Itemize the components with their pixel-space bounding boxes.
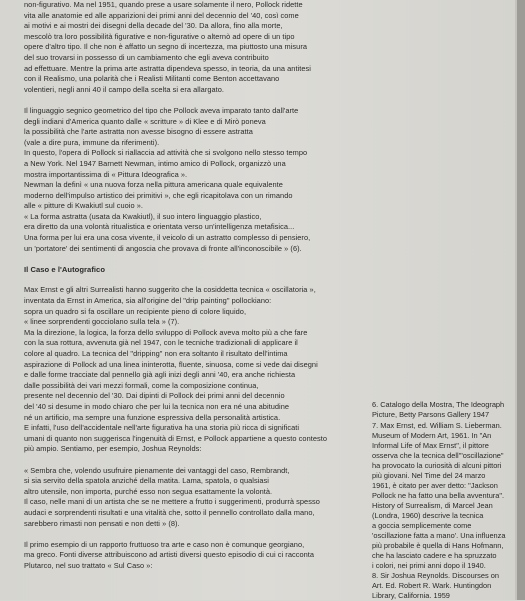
paragraph-abstract-figurative xyxy=(24,0,368,95)
text-line: In questo, l'opera di Pollock si riallaccia ad attività che si svolgono nello stesso tempo xyxy=(24,148,308,158)
reynolds-quote xyxy=(24,466,368,530)
text-line: i colori, nei primi anni dopo il 1940. xyxy=(372,561,486,570)
text-line: e dalle forme tracciate dal pennello già agli inizi degli anni '40, era anche richiesta xyxy=(24,370,296,380)
text-line: aspirazione di Pollock ad una linea ininterotta, fluente, sinuosa, come si vede dai disegni xyxy=(24,359,318,369)
section-heading: Il Caso e l'Autografico xyxy=(24,264,106,274)
text-line: (vale a dire pura, immune da riferimenti). xyxy=(24,137,160,147)
text-line: Una forma per lui era una cosa vivente, il veicolo di un astratto complesso di pensiero, xyxy=(24,233,311,243)
footnotes-column xyxy=(372,400,518,601)
text-line: « La forma astratta (usata da Kwakiutl), il suo intero linguaggio plastico, xyxy=(24,211,262,221)
text-line: audaci e sorprendenti risultati e una vitalità che, sotto il pennello controllato dalla mano, xyxy=(24,507,315,517)
text-line: alle « pitture di Kwakiutl sul cuoio ». xyxy=(24,201,144,211)
text-line: Library, California. 1959 xyxy=(372,591,450,600)
text-line: Plutarco, nel suo trattato « Sul Caso »: xyxy=(24,560,153,570)
text-line: né un artificio, ma sempre una funzione espressiva della personalità artistica. xyxy=(24,412,281,422)
text-line: Il primo esempio di un rapporto fruttuoso tra arte e caso non è comunque georgiano, xyxy=(24,539,305,549)
text-line: Newman la definì « una nuova forza nella pittura americana quale equivalente xyxy=(24,180,283,190)
text-line: E infatti, l'uso dell'accidentale nell'arte figurativa ha una storia più ricca di significati xyxy=(24,423,300,433)
footnote-7 xyxy=(372,421,518,571)
text-line: Il caso, nelle mani di un artista che se ne mettere a frutto i suggerimenti, produrrà spesso xyxy=(24,497,320,507)
text-line: più giovani. Nel Time del 24 marzo xyxy=(372,471,486,480)
text-line: un 'portatore' dei sentimenti di angoscia che provava di fronte all'inconoscibile » (6). xyxy=(24,243,302,253)
main-text-column xyxy=(24,0,368,571)
text-line: degli indiani d'America quanto dalle « scritture » di Klee e di Mirò poneva xyxy=(24,116,266,126)
text-line: 'oscillazione fatta a mano'. Una influenza xyxy=(372,531,506,540)
text-line: ai motivi e ai mostri dei disegni della decade del '30. Da allora, fino alla morte, xyxy=(24,21,283,31)
text-line: « linee sorprendenti gocciolano sulla tela » (7). xyxy=(24,317,180,327)
text-line: volentieri, negli anni 40 il campo della scelta si era allargato. xyxy=(24,84,225,94)
text-line: umani di quanto non suggerisca l'ingenuità di Ernst, e Pollock appartiene a questo contesto xyxy=(24,433,328,443)
text-line: 8. Sir Joshua Reynolds. Discourses on xyxy=(372,571,499,580)
text-line: moderno dell'impulso artistico dei primitivi », che egli ricapitolava con un rimando xyxy=(24,190,293,200)
text-line: più ampio. Sentiamo, per esempio, Joshua Reynolds: xyxy=(24,444,202,454)
text-line: più probabile è quella di Hans Hofmann, xyxy=(372,541,504,550)
text-line: osserva che la tecnica dell'"oscillazione" xyxy=(372,451,504,460)
text-line: la possibilità che l'arte astratta non avesse bisogno di essere astratta xyxy=(24,127,253,137)
paragraph-drip-technique xyxy=(24,285,368,455)
text-line: Ma la direzione, la logica, la forza dello sviluppo di Pollock aveva molto più a che fare xyxy=(24,327,308,337)
text-line: che ha lasciato cadere e ha spruzzato xyxy=(372,551,497,560)
footnote-6 xyxy=(372,400,518,420)
text-line: con il Realismo, una polarità che i Realisti Militanti come Benton accettavano xyxy=(24,74,280,84)
text-line: opere d'altro tipo. Il che non è affatto un segno di incertezza, ma piuttosto una misura xyxy=(24,42,307,52)
text-line: 1961, è citato per aver detto: "Jackson xyxy=(372,481,498,490)
text-line: dalle possibilità dei vari mezzi formali, come la composizione continua, xyxy=(24,380,259,390)
text-line: ad effettuare. Mentre la prima arte astratta dipendeva spesso, in teoria, da una antitesi xyxy=(24,63,311,73)
text-line: con la sua rottura, avvenuta già nel 1947, con le tecniche tradizionali di applicare il xyxy=(24,338,298,348)
text-line: del suo trovarsi in possesso di un cambiamento che egli aveva contribuito xyxy=(24,52,269,62)
text-line: Museum of Modern Art, 1961. In "An xyxy=(372,431,492,440)
text-line: altro utensile, non importa, purché esso non segua esattamente la volontà. xyxy=(24,486,273,496)
text-line: 7. Max Ernst, ed. William S. Lieberman. xyxy=(372,421,502,430)
text-line: Pollock ne ha fatto una bella avventura". xyxy=(372,491,505,500)
text-line: mostra importantissima di « Pittura Ideografica ». xyxy=(24,169,188,179)
text-line: mescolò tra loro possibilità figurative e non-figurative o alternò ad opere di un tipo xyxy=(24,31,295,41)
page-edge-shadow xyxy=(517,0,525,600)
text-line: (Londra, 1960) descrive la tecnica xyxy=(372,511,484,520)
text-line: Informal Life of Max Ernst", il pittore xyxy=(372,441,489,450)
text-line: colore al quadro. La tecnica del "dripping" non era soltanto il risultato dell'intima xyxy=(24,349,288,358)
text-line: Picture, Betty Parsons Gallery 1947 xyxy=(372,410,490,419)
text-line: non-figurativo. Ma nel 1951, quando prese a usare solamente il nero, Pollock ridette xyxy=(24,0,303,9)
text-line: inventata da Ernst in America, sia all'origine del "drip painting" pollockiano: xyxy=(24,296,272,306)
text-line: del '40 si desume in modo chiaro che per lui la tecnica non era né una abitudine xyxy=(24,401,290,411)
text-line: era diretto da una volontà ritualistica e orientata verso un'intelligenza metafisica... xyxy=(24,222,295,232)
text-line: sopra un quadro si fa oscillare un recipiente pieno di colore liquido, xyxy=(24,306,247,316)
text-line: presente nel decennio del '30. Dai dipinti di Pollock dei primi anni del decennio xyxy=(24,391,285,401)
paragraph-plutarch xyxy=(24,540,368,572)
text-line: Max Ernst e gli altri Surrealisti hanno suggerito che la cosiddetta tecnica « oscillatoria », xyxy=(24,285,316,295)
text-line: ha provocato la curiosità di alcuni pittori xyxy=(372,461,502,470)
text-line: « Sembra che, volendo usufruire pienamente dei vantaggi del caso, Rembrandt, xyxy=(24,465,290,475)
footnote-8 xyxy=(372,571,518,601)
paragraph-ideographic-painting xyxy=(24,106,368,254)
text-line: ma greco. Fonti diverse attribuiscono ad artisti diversi questo episodio di cui ci racconta xyxy=(24,550,315,560)
text-line: 6. Catalogo della Mostra, The Ideograph xyxy=(372,400,505,409)
text-line: a goccia semplicemente come xyxy=(372,521,472,530)
text-line: si sia servito della spatola anziché della matita. Lama, spatola, o qualsiasi xyxy=(24,476,269,486)
text-line: a New York. Nel 1947 Barnett Newman, intimo amico di Pollock, organizzò una xyxy=(24,158,286,168)
text-line: Art. Ed. Robert R. Wark. Huntingdon xyxy=(372,581,492,590)
text-line: History of Surrealism, di Marcel Jean xyxy=(372,501,493,510)
text-line: vita alle anatomie ed alle apparizioni dei primi anni del decennio del '40, così come xyxy=(24,10,299,20)
text-line: sarebbero rimasti non pensati e non detti » (8). xyxy=(24,518,180,528)
text-line: Il linguaggio segnico geometrico del tipo che Pollock aveva imparato tanto dall'arte xyxy=(24,105,299,115)
